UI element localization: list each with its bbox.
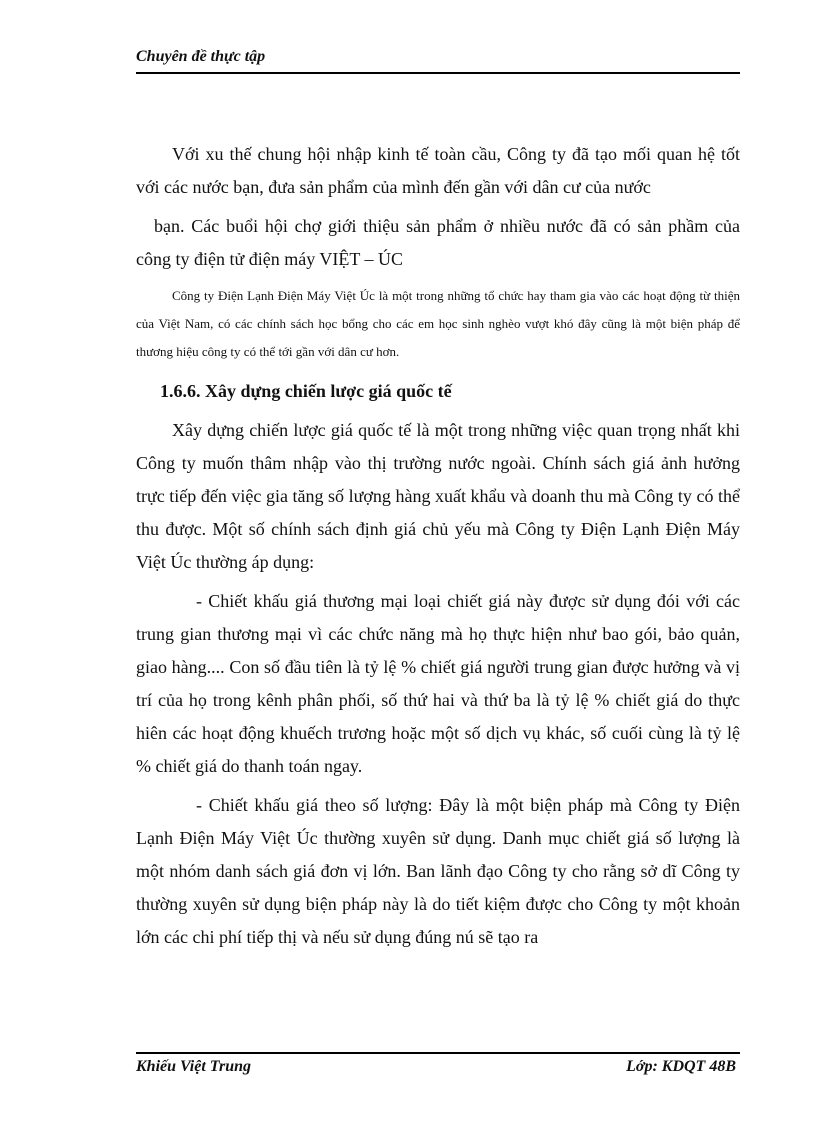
page-header [136,46,740,74]
paragraph-1: Với xu thế chung hội nhập kinh tế toàn cầu, Công ty đã tạo mối quan hệ tốt với các nước bạn, đưa sản phẩm của mình đến gần với dân cư của nước [136,144,740,197]
section-heading: 1.6.6. Xây dựng chiến lược giá quốc tế [160,381,452,401]
paragraph-6: - Chiết khấu giá theo số lượng: Đây là một biện pháp mà Công ty Điện Lạnh Điện Máy Việt Úc thường xuyên sử dụng. Danh mục chiết giá số lượng là một nhóm danh sách giá đơn vị lớn. Ban lãnh đạo Công ty cho rằng sở dĩ Công ty thường xuyên sử dụng biện pháp này là do tiết kiệm được cho Công ty một khoản lớn các chi phí tiếp thị và nếu sử dụng đúng nú sẽ tạo ra [136,795,740,947]
footer-class: Lớp: KDQT 48B [626,1058,736,1075]
page-footer [136,1052,740,1082]
paragraph-5: - Chiết khấu giá thương mại loại chiết giá này được sử dụng đói với các trung gian thương mại vì các chức năng mà họ thực hiện như bao gói, bảo quản, giao hàng.... Con số đầu tiên là tỷ lệ % chiết giá người trung gian được hưởng và vị trí của họ trong kênh phân phối, số thứ hai và thứ ba là tỷ lệ % chiết giá do thực hiên các hoạt động khuếch trương hoặc một số dịch vụ khác, số cuối cùng là tỷ lệ % chiết giá do thanh toán ngay. [136,591,740,776]
page-body [136,138,740,954]
paragraph-3: Công ty Điện Lạnh Điện Máy Việt Úc là một trong những tổ chức hay tham gia vào các hoạt động từ thiện của Việt Nam, có các chính sách học bổng cho các em học sinh nghèo vượt khó đây cũng là một biện pháp để thương hiệu công ty có thể tới gần với dân cư hơn. [136,288,740,359]
paragraph-4: Xây dựng chiến lược giá quốc tế là một trong những việc quan trọng nhất khi Công ty muốn thâm nhập vào thị trường nước ngoài. Chính sách giá ảnh hưởng trực tiếp đến việc gia tăng số lượng hàng xuất khẩu và doanh thu mà Công ty có thể thu được. Một số chính sách định giá chủ yếu mà Công ty Điện Lạnh Điện Máy Việt Úc thường áp dụng: [136,420,740,572]
footer-author: Khiếu Việt Trung [136,1058,251,1075]
header-title: Chuyên đề thực tập [136,48,266,65]
paragraph-2: bạn. Các buổi hội chợ giới thiệu sản phẩm ở nhiều nước đã có sản phầm của công ty điện tử điện máy VIỆT – ÚC [136,216,740,269]
